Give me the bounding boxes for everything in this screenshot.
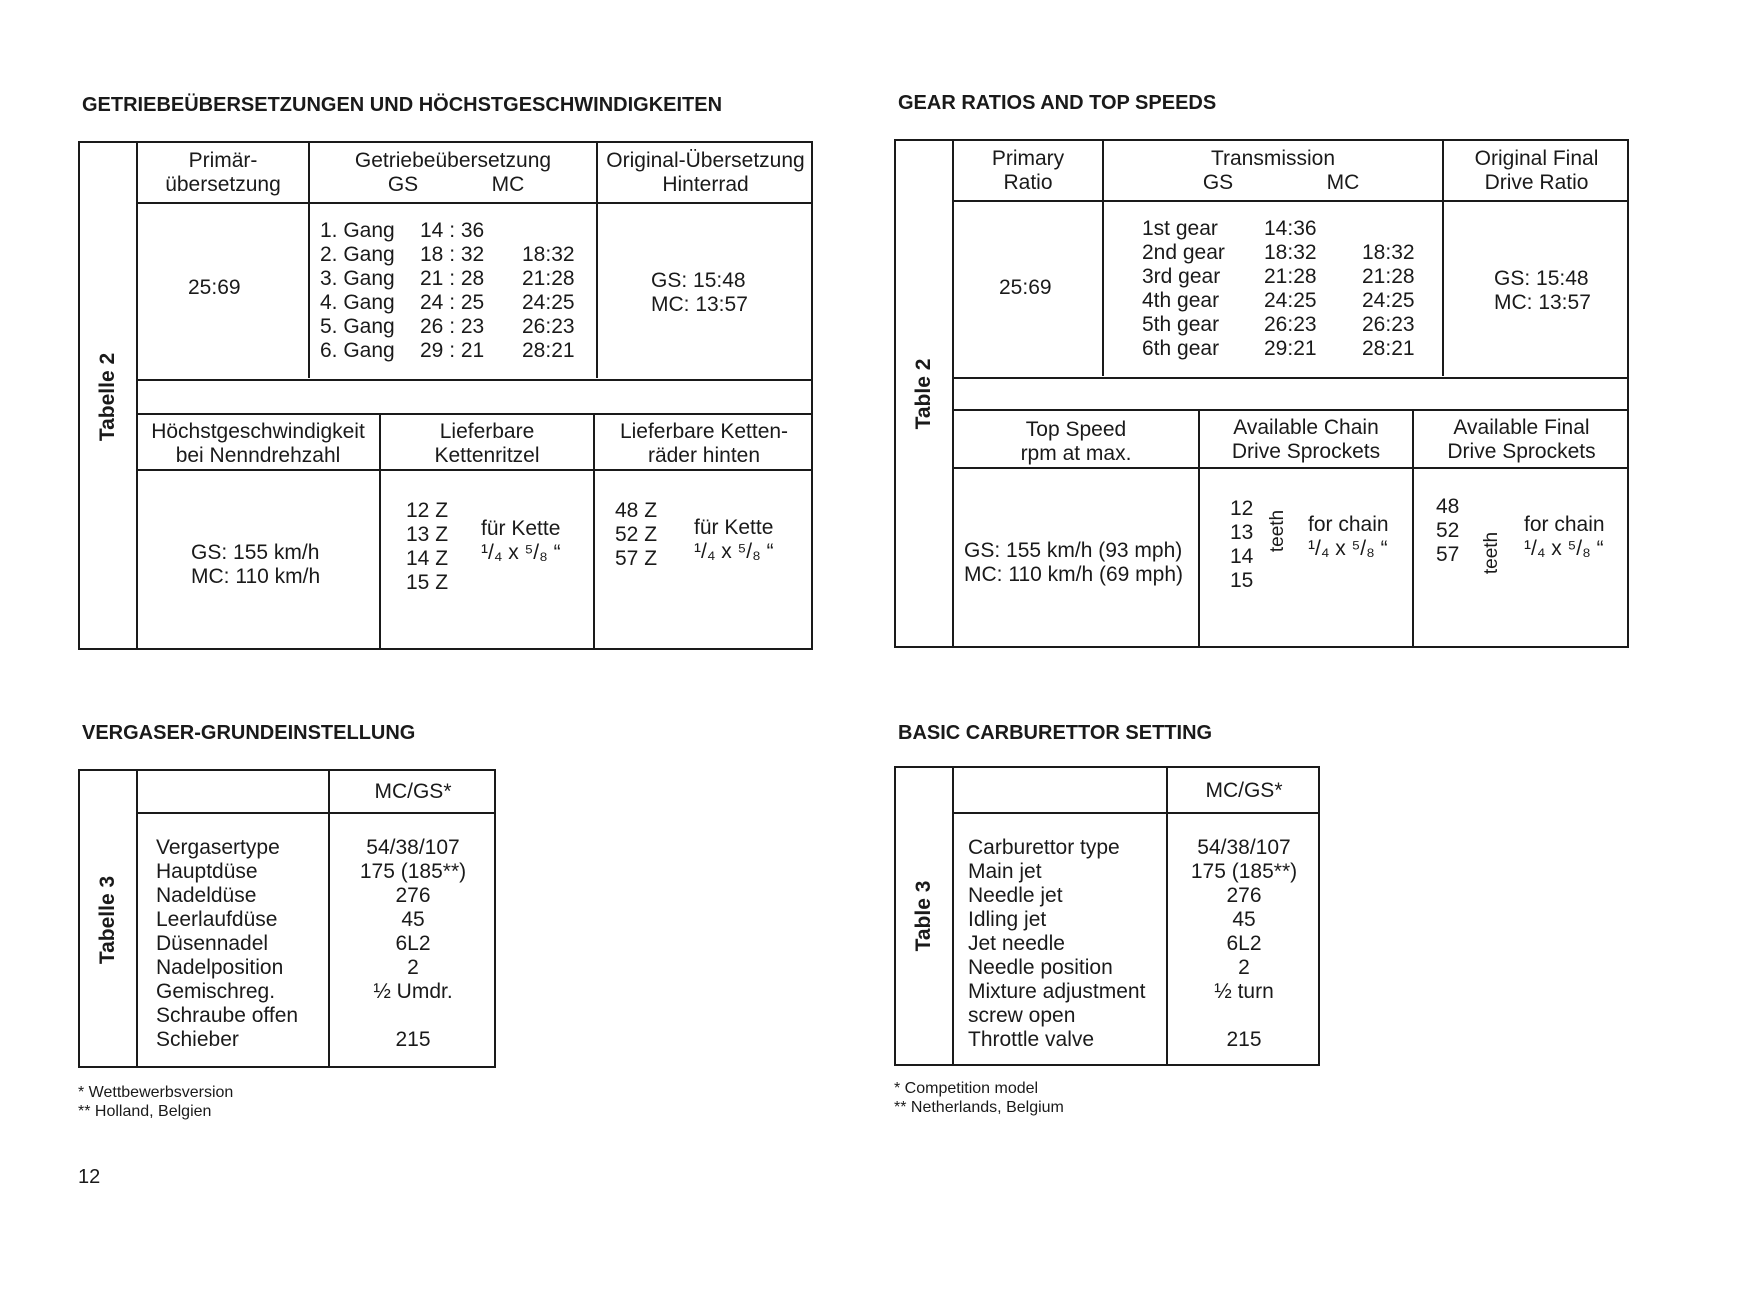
header-chain-sprockets-en: Available Chain Drive Sprockets (1231, 416, 1381, 463)
table3-side-label: Tabelle 3 (96, 875, 119, 965)
final-ratio-values: GS: 15:48 MC: 13:57 (651, 269, 748, 316)
rear-teeth-label-en: teeth (1481, 531, 1502, 575)
gs-ratio-list-en: 14:36 18:32 21:28 24:25 26:23 29:21 (1264, 217, 1317, 360)
table3-side-label-en: Table 3 (912, 880, 935, 952)
header-rear-sprockets: Lieferbare Ketten- räder hinten (619, 420, 789, 467)
gear-list-en: 1st gear 2nd gear 3rd gear 4th gear 5th gear 6th gear (1142, 217, 1225, 360)
german-gear-table (78, 141, 813, 650)
english-carb-table (894, 766, 1320, 1066)
teeth-label-en: teeth (1267, 509, 1288, 553)
header-transmission: Getriebeübersetzung GS MC (354, 149, 552, 196)
header-primary-en: Primary Ratio (991, 147, 1065, 194)
english-gear-table (894, 139, 1629, 648)
mc-ratio-list-en: 18:32 21:28 24:25 26:23 28:21 (1362, 241, 1415, 360)
german-carb-table (78, 769, 496, 1068)
primary-value-en: 25:69 (999, 276, 1052, 299)
rear-chain-spec: für Kette ¹/₄ x ⁵/₈ “ (694, 516, 774, 563)
chain-sprocket-list: 12 Z 13 Z 14 Z 15 Z (406, 499, 449, 594)
header-top-speed-en: Top Speed rpm at max. (1020, 418, 1132, 465)
carb-value-list: 54/38/107 175 (185**) 276 45 6L2 2 ½ Umdr. 215 (359, 836, 467, 1051)
top-speed-values: GS: 155 km/h MC: 110 km/h (191, 541, 321, 588)
english-footnotes: * Competition model ** Netherlands, Belgium (894, 1080, 1064, 1116)
gs-ratio-list: 14 : 36 18 : 32 21 : 28 24 : 25 26 : 23 29 : 21 (420, 219, 485, 362)
mc-ratio-list: 18:32 21:28 24:25 26:23 28:21 (522, 243, 575, 362)
carb-item-list-en: Carburettor type Main jet Needle jet Idling jet Jet needle Needle position Mixture adjustment screw open Throttle valve (968, 836, 1146, 1051)
carb-header-en: MC/GS* (1205, 779, 1283, 802)
header-top-speed: Höchstgeschwindigkeit bei Nenndrehzahl (151, 420, 365, 467)
carb-value-list-en: 54/38/107 175 (185**) 276 45 6L2 2 ½ turn 215 (1190, 836, 1298, 1051)
header-chain-sprockets: Lieferbare Kettenritzel (434, 420, 540, 467)
primary-value: 25:69 (188, 276, 241, 299)
german-carb-title: VERGASER-GRUNDEINSTELLUNG (82, 722, 416, 744)
table2-side-label: Tabelle 2 (96, 352, 119, 442)
final-ratio-values-en: GS: 15:48 MC: 13:57 (1494, 267, 1591, 314)
chain-spec-en: for chain ¹/₄ x ⁵/₈ “ (1308, 513, 1389, 560)
rear-sprocket-list-en: 48 52 57 (1436, 495, 1460, 566)
header-rear-sprockets-en: Available Final Drive Sprockets (1447, 416, 1596, 463)
rear-chain-spec-en: for chain ¹/₄ x ⁵/₈ “ (1524, 513, 1605, 560)
english-gear-title: GEAR RATIOS AND TOP SPEEDS (898, 92, 1217, 114)
carb-header: MC/GS* (374, 780, 452, 803)
german-footnotes: * Wettbewerbsversion ** Holland, Belgien (78, 1084, 234, 1120)
gear-list: 1. Gang 2. Gang 3. Gang 4. Gang 5. Gang 6. Gang (320, 219, 395, 362)
page-number: 12 (78, 1166, 101, 1188)
chain-sprocket-list-en: 12 13 14 15 (1230, 497, 1254, 592)
header-final-ratio: Original-Übersetzung Hinterrad (606, 149, 805, 196)
header-primary: Primär- übersetzung (165, 149, 281, 196)
top-speed-values-en: GS: 155 km/h (93 mph) MC: 110 km/h (69 mph) (964, 539, 1184, 586)
carb-item-list: Vergasertype Hauptdüse Nadeldüse Leerlaufdüse Düsennadel Nadelposition Gemischreg. Schraube offen Schieber (156, 836, 299, 1051)
header-final-ratio-en: Original Final Drive Ratio (1474, 147, 1599, 194)
header-transmission-en: Transmission GS MC (1202, 147, 1360, 194)
chain-spec: für Kette ¹/₄ x ⁵/₈ “ (481, 517, 561, 564)
table2-side-label-en: Table 2 (912, 358, 935, 430)
rear-sprocket-list: 48 Z 52 Z 57 Z (615, 499, 658, 570)
english-carb-title: BASIC CARBURETTOR SETTING (898, 722, 1213, 744)
german-gear-title: GETRIEBEÜBERSETZUNGEN UND HÖCHSTGESCHWINDIGKEITEN (82, 94, 723, 116)
